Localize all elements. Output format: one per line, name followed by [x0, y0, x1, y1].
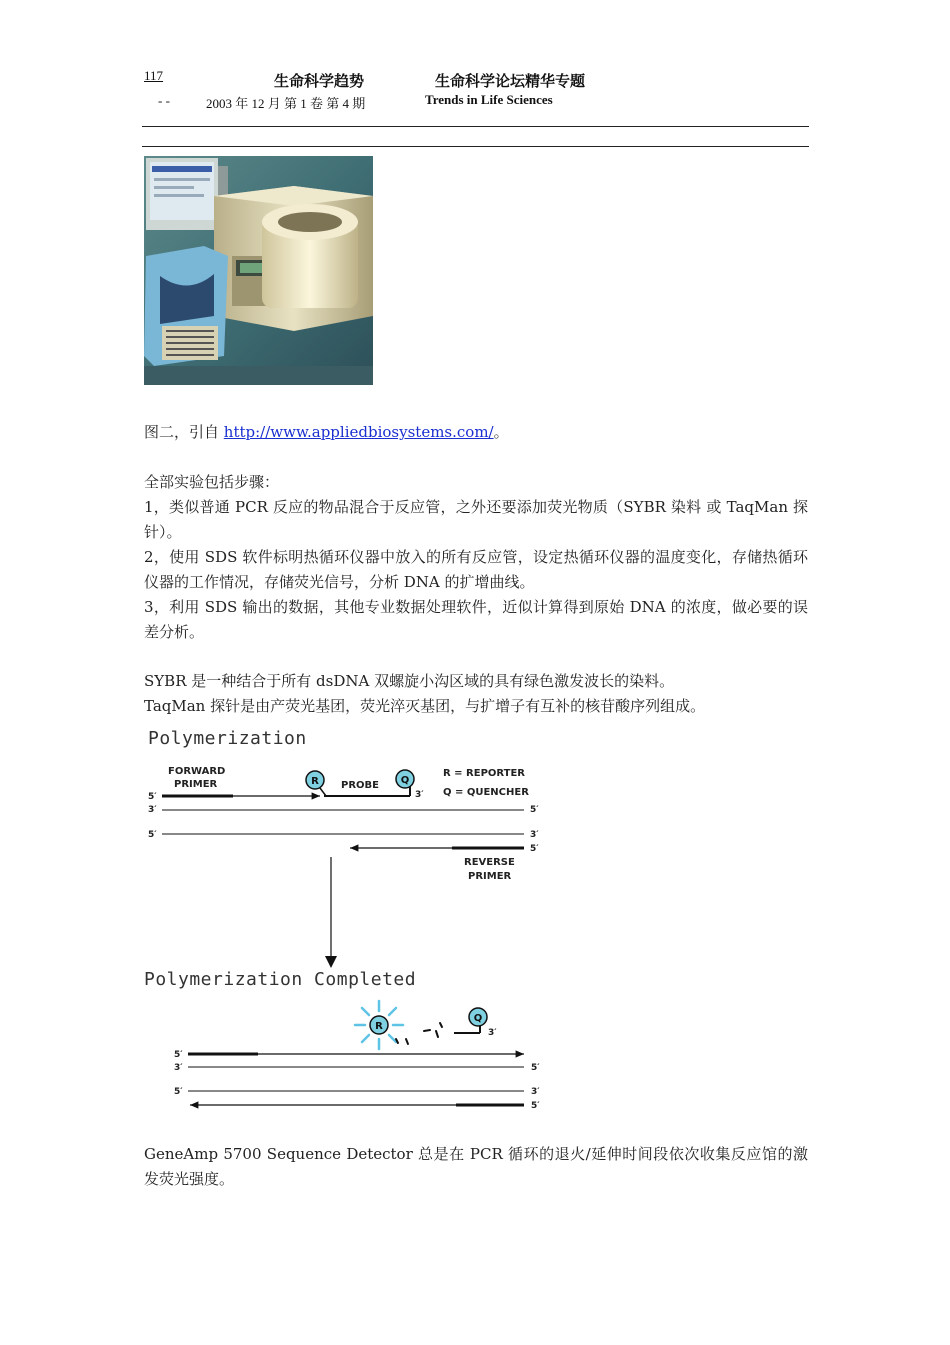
released-reporter-glow	[355, 1001, 403, 1049]
reporter-circle	[306, 771, 326, 796]
label-5prime-e: 5′	[174, 1050, 183, 1060]
caption-suffix: 。	[493, 423, 509, 441]
header-date-issue: 2003 年 12 月 第 1 卷 第 4 期	[206, 96, 366, 111]
forward-primer-label-1: FORWARD	[168, 766, 226, 777]
step-3: 3，利用 SDS 输出的数据，其他专业数据处理软件，近似计算得到原始 DNA 的浓度，做必要的误差分析。	[144, 598, 808, 641]
released-quencher	[454, 1008, 487, 1033]
steps-section	[144, 470, 808, 645]
instrument-photo	[144, 156, 373, 385]
header-dashes: - -	[158, 93, 170, 108]
label-5prime-a: 5′	[148, 792, 157, 802]
caption-prefix: 图二，引自	[144, 423, 224, 441]
sybr-definition: SYBR 是一种结合于所有 dsDNA 双螺旋小沟区域的具有绿色激发波长的染料。	[144, 672, 675, 690]
svg-text:Q: Q	[473, 1013, 483, 1024]
label-5prime-f: 5′	[531, 1063, 540, 1073]
svg-text:Q: Q	[400, 775, 410, 786]
caption-link[interactable]: http://www.appliedbiosystems.com/	[223, 423, 494, 441]
probe-3prime-label: 3′	[415, 790, 424, 800]
label-5prime-b: 5′	[530, 805, 539, 815]
label-5prime-h: 5′	[531, 1101, 540, 1111]
journal-title-cn: 生命科学趋势	[274, 72, 365, 90]
diagram-title-completed: Polymerization Completed	[144, 969, 417, 990]
label-5prime-c: 5′	[148, 830, 157, 840]
step-1: 1，类似普通 PCR 反应的物品混合于反应管，之外还要添加荧光物质（SYBR 染料 或 TaqMan 探针）。	[144, 498, 808, 541]
reverse-primer-label-1: REVERSE	[464, 857, 515, 868]
step-2: 2，使用 SDS 软件标明热循环仪器中放入的所有反应管，设定热循环仪器的温度变化，存储热循环仪器的工作情况，存储荧光信号，分析 DNA 的扩增曲线。	[144, 548, 808, 591]
definitions-section	[144, 669, 808, 719]
legend-quencher: Q = QUENCHER	[443, 787, 529, 798]
probe-label: PROBE	[341, 780, 379, 791]
taqman-definition: TaqMan 探针是由产荧光基团，荧光淬灭基团，与扩增子有互补的核苷酸序列组成。	[144, 697, 706, 715]
forum-title-cn: 生命科学论坛精华专题	[435, 72, 586, 90]
quencher-circle	[396, 770, 414, 788]
quencher-3prime-label: 3′	[488, 1028, 497, 1038]
figure-caption	[144, 420, 808, 445]
diagram-title-polymerization: Polymerization	[148, 728, 307, 749]
label-5prime-g: 5′	[174, 1087, 183, 1097]
detector-paragraph: GeneAmp 5700 Sequence Detector 总是在 PCR 循环的退火/延伸时间段依次收集反应馆的激发荧光强度。	[144, 1145, 808, 1188]
label-5prime-d: 5′	[530, 844, 539, 854]
journal-title-en: Trends in Life Sciences	[425, 92, 553, 107]
legend-reporter: R = REPORTER	[443, 768, 526, 779]
header-rule-bottom	[142, 146, 809, 147]
header-rule-top	[142, 126, 809, 127]
reverse-primer-label-2: PRIMER	[468, 871, 512, 882]
forward-primer-label-2: PRIMER	[174, 779, 218, 790]
taqman-diagram	[140, 755, 560, 1115]
label-3prime-a: 3′	[148, 805, 157, 815]
label-3prime-b: 3′	[530, 830, 539, 840]
steps-intro: 全部实验包括步骤：	[144, 473, 280, 491]
label-3prime-c: 3′	[174, 1063, 183, 1073]
label-3prime-d: 3′	[531, 1087, 540, 1097]
svg-text:R: R	[311, 776, 319, 787]
page-number: 117	[144, 68, 164, 83]
svg-text:R: R	[375, 1021, 383, 1032]
